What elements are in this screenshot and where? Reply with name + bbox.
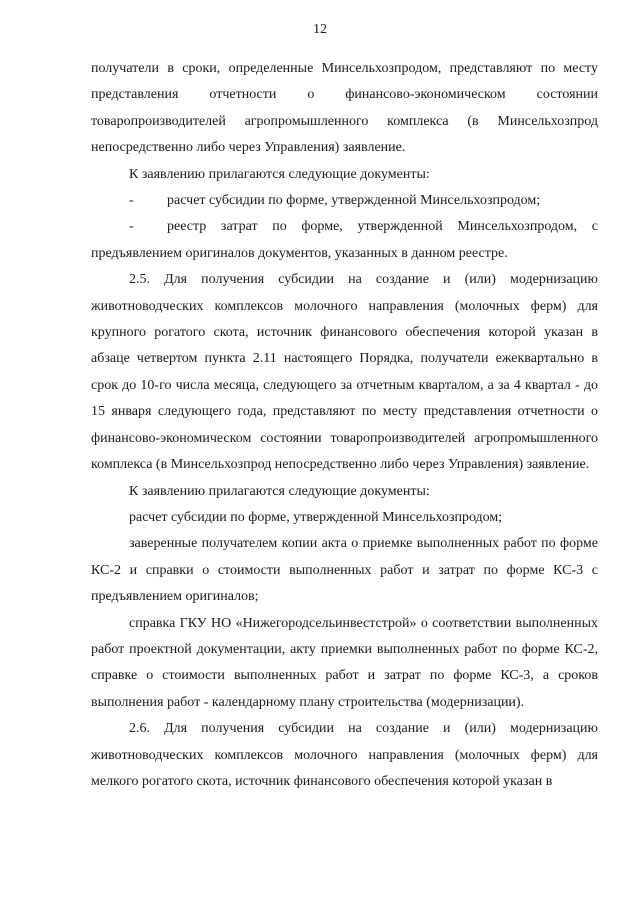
paragraph-section-2-6: 2.6. Для получения субсидии на создание и (или) модернизацию животноводческих комплексов молочного направления (молочных ферм) для мелкого рогатого скота, источник финансового обеспечения которой указан в	[91, 721, 598, 789]
list-item-subsidy-calculation	[91, 188, 598, 214]
paragraph-recipients-continuation: получатели в сроки, определенные Минсельхозпродом, представляют по месту представления отчетности о финансово-экономическом состоянии товаропроизводителей агропромышленного комплекса (в Минсельхозпрод непосредственно либо через Управления) заявление.	[91, 61, 598, 156]
list-dash-marker: -	[129, 193, 134, 209]
paragraph-gku-certificate: справка ГКУ НО «Нижегородсельинвестстрой» о соответствии выполненных работ проектной документации, акту приемки выполненных работ по форме КС-2, справке о стоимости выполненных работ и затрат по форме КС-3, а сроков выполнения работ - календарному плану строительства (модернизации).	[91, 615, 598, 710]
list-item-text: расчет субсидии по форме, утвержденной Минсельхозпродом;	[167, 193, 541, 209]
paragraph-section-2-5: 2.5. Для получения субсидии на создание и (или) модернизацию животноводческих комплексов молочного направления (молочных ферм) для крупного рогатого скота, источник финансового обеспечения которой указан в абзаце четвертом пункта 2.11 настоящего Порядка, получатели ежеквартально в срок до 10-го числа месяца, следующего за отчетным кварталом, а за 4 квартал - до 15 января следующего года, представляют по месту представления отчетности о финансово-экономическом состоянии товаропроизводителей агропромышленного комплекса (в Минсельхозпрод непосредственно либо через Управления) заявление.	[91, 272, 598, 473]
page-number: 12	[313, 22, 327, 37]
list-item-cost-register	[91, 214, 598, 267]
list-item-text: реестр затрат по форме, утвержденной Минсельхозпродом, с предъявлением оригиналов документов, указанных в данном реестре.	[91, 219, 598, 261]
list-dash-marker: -	[129, 219, 134, 235]
paragraph-attached-documents-2: К заявлению прилагаются следующие документы:	[129, 483, 430, 499]
document-body	[91, 56, 598, 795]
paragraph-certified-copies: заверенные получателем копии акта о приемке выполненных работ по форме КС-2 и справки о стоимости выполненных работ и затрат по форме КС-3 с предъявлением оригиналов;	[91, 536, 598, 605]
paragraph-subsidy-calculation: расчет субсидии по форме, утвержденной Минсельхозпродом;	[129, 509, 503, 525]
paragraph-attached-documents: К заявлению прилагаются следующие документы:	[129, 166, 430, 182]
